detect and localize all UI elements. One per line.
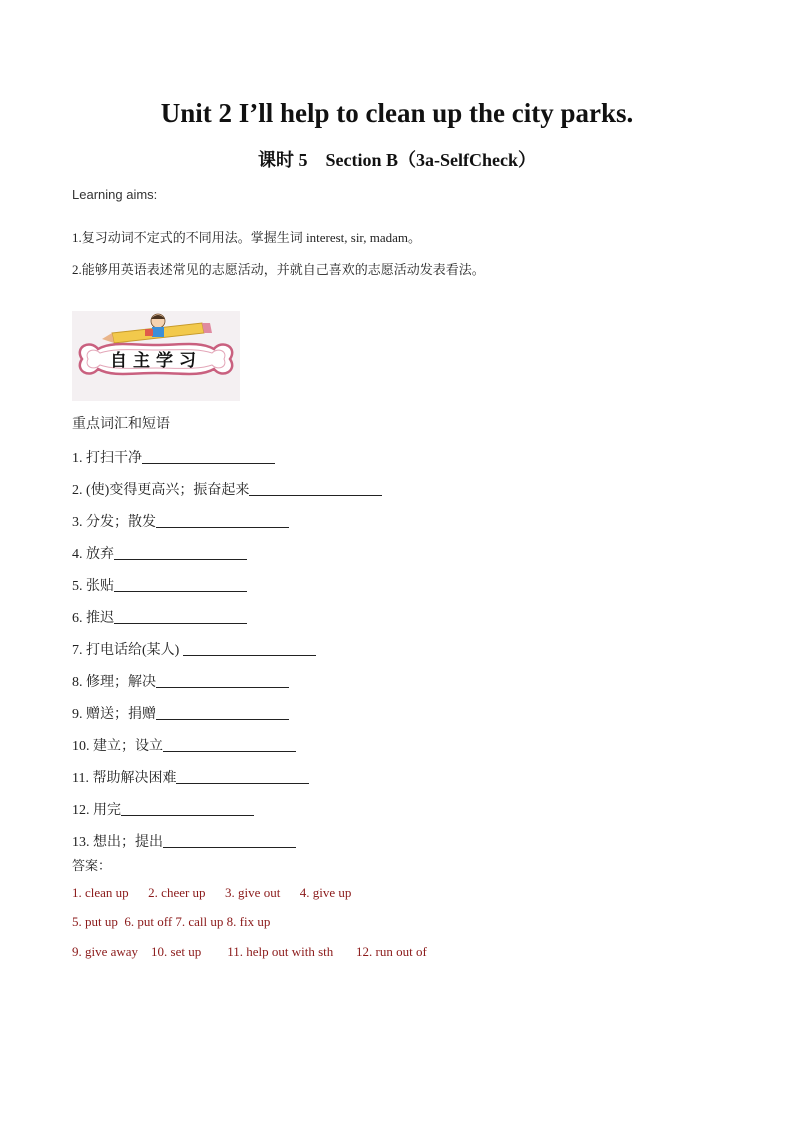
- vocab-item: 6. 推迟: [72, 607, 247, 627]
- vocab-item: 13. 想出；提出: [72, 831, 296, 851]
- lesson-number: 课时 5: [258, 150, 308, 170]
- answer-blank[interactable]: [163, 833, 296, 848]
- vocab-item: 8. 修理；解决: [72, 671, 289, 691]
- answer-blank[interactable]: [114, 609, 247, 624]
- vocab-item: 7. 打电话给(某人): [72, 639, 316, 659]
- banner-text: 自主学习: [110, 351, 202, 371]
- section-heading: 重点词汇和短语: [72, 417, 170, 432]
- page-subtitle: [0, 146, 794, 172]
- answers-line-1: 1. clean up 2. cheer up 3. give out 4. give up: [72, 885, 352, 900]
- answer-blank[interactable]: [156, 705, 289, 720]
- self-study-banner: [72, 311, 240, 401]
- vocab-item: 9. 赠送；捐赠: [72, 703, 289, 723]
- answer-blank[interactable]: [142, 449, 275, 464]
- answer-blank[interactable]: [183, 641, 316, 656]
- vocab-item: 10. 建立；设立: [72, 735, 296, 755]
- answer-blank[interactable]: [121, 801, 254, 816]
- learning-aim-1: 1.复习动词不定式的不同用法。掌握生词 interest, sir, madam。: [72, 230, 422, 245]
- self-study-banner-graphic: [72, 311, 240, 401]
- answer-blank[interactable]: [156, 513, 289, 528]
- section-range: Section B（3a-SelfCheck）: [325, 150, 536, 170]
- answers-label: 答案：: [72, 858, 112, 873]
- answer-blank[interactable]: [249, 481, 382, 496]
- vocab-item: 3. 分发；散发: [72, 511, 289, 531]
- vocab-item: 4. 放弃: [72, 543, 247, 563]
- answer-blank[interactable]: [156, 673, 289, 688]
- answer-blank[interactable]: [114, 577, 247, 592]
- page-title: Unit 2 I’ll help to clean up the city parks.: [160, 98, 634, 128]
- learning-aims-label: Learning aims:: [72, 187, 158, 202]
- answer-blank[interactable]: [114, 545, 247, 560]
- answers-line-3: 9. give away 10. set up 11. help out with sth 12. run out of: [72, 944, 427, 959]
- vocab-item: 5. 张贴: [72, 575, 247, 595]
- learning-aim-2: 2.能够用英语表述常见的志愿活动，并就自己喜欢的志愿活动发表看法。: [72, 262, 485, 277]
- answer-blank[interactable]: [163, 737, 296, 752]
- answer-blank[interactable]: [176, 769, 309, 784]
- vocab-item: 11. 帮助解决困难: [72, 767, 309, 787]
- vocab-item: 2. (使)变得更高兴；振奋起来: [72, 479, 382, 499]
- answers-line-2: 5. put up 6. put off 7. call up 8. fix up: [72, 914, 271, 929]
- vocab-item: 1. 打扫干净: [72, 447, 275, 467]
- vocab-item: 12. 用完: [72, 799, 254, 819]
